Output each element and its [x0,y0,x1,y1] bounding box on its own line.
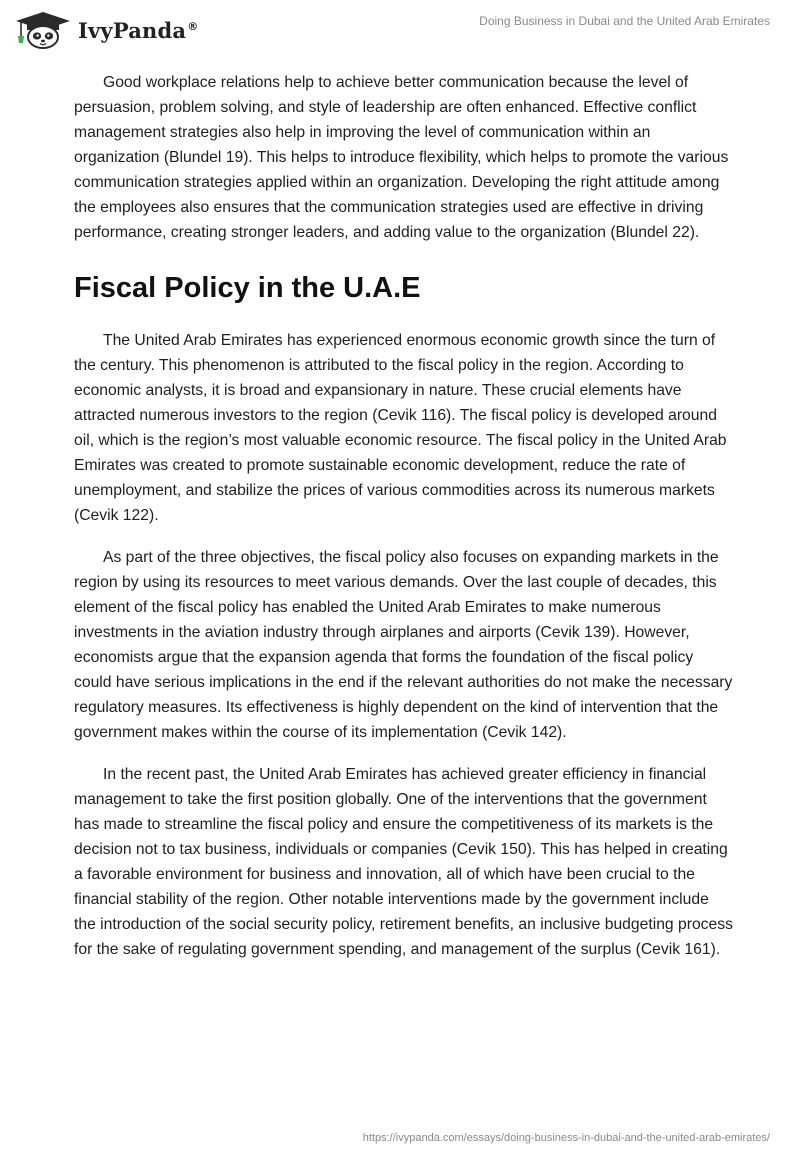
brand-logo[interactable] [14,10,198,50]
essay-content [74,70,734,979]
source-url[interactable]: https://ivypanda.com/essays/doing-business-in-dubai-and-the-united-arab-emirates/ [362,1132,770,1144]
brand-name: IvyPanda [78,17,187,43]
registered-mark: ® [187,19,199,33]
panda-graduation-cap-icon [14,10,72,50]
page-header [0,0,800,70]
paragraph-market-expansion: As part of the three objectives, the fiscal policy also focuses on expanding markets in the region by using its resources to meet various demands. Over the last couple of decades, this element of the fiscal policy has enabled the United Arab Emirates to make numerous investments in the aviation industry through airplanes and airports (Cevik 139). However, economists argue that the expansion agenda that forms the foundation of the fiscal policy could have serious implications in the end if the relevant authorities do not make the necessary regulatory measures. Its effectiveness is highly dependent on the kind of intervention that the government makes within the course of its implementation (Cevik 142). [74,549,733,741]
section-heading: Fiscal Policy in the U.A.E [74,272,421,304]
paragraph-financial-efficiency: In the recent past, the United Arab Emirates has achieved greater efficiency in financial management to take the first position globally. One of the interventions that the government has made to streamline the fiscal policy and ensure the competitiveness of its markets is the decision not to tax business, individuals or companies (Cevik 150). This has helped in creating a favorable environment for business and innovation, all of which have been crucial to the financial stability of the region. Other notable interventions made by the government include the introduction of the social security policy, retirement benefits, an inclusive budgeting process for the sake of regulating government spending, and management of the surplus (Cevik 161). [74,766,733,958]
paragraph-workplace-relations: Good workplace relations help to achieve better communication because the level of persuasion, problem solving, and style of leadership are often enhanced. Effective conflict management strategies also help in improving the level of communication within an organization (Blundel 19). This helps to introduce flexibility, which helps to promote the various communication strategies applied within an organization. Developing the right attitude among the employees also ensures that the communication strategies used are effective in driving performance, creating stronger leaders, and adding value to the organization (Blundel 22). [74,74,729,241]
paragraph-economic-growth: The United Arab Emirates has experienced enormous economic growth since the turn of the century. This phenomenon is attributed to the fiscal policy in the region. According to economic analysts, it is broad and expansionary in nature. These crucial elements have attracted numerous investors to the region (Cevik 116). The fiscal policy is developed around oil, which is the region’s most valuable economic resource. The fiscal policy in the United Arab Emirates was created to promote sustainable economic development, reduce the rate of unemployment, and stabilize the prices of various commodities across its numerous markets (Cevik 122). [74,332,727,524]
document-title: Doing Business in Dubai and the United Arab Emirates [479,14,770,28]
